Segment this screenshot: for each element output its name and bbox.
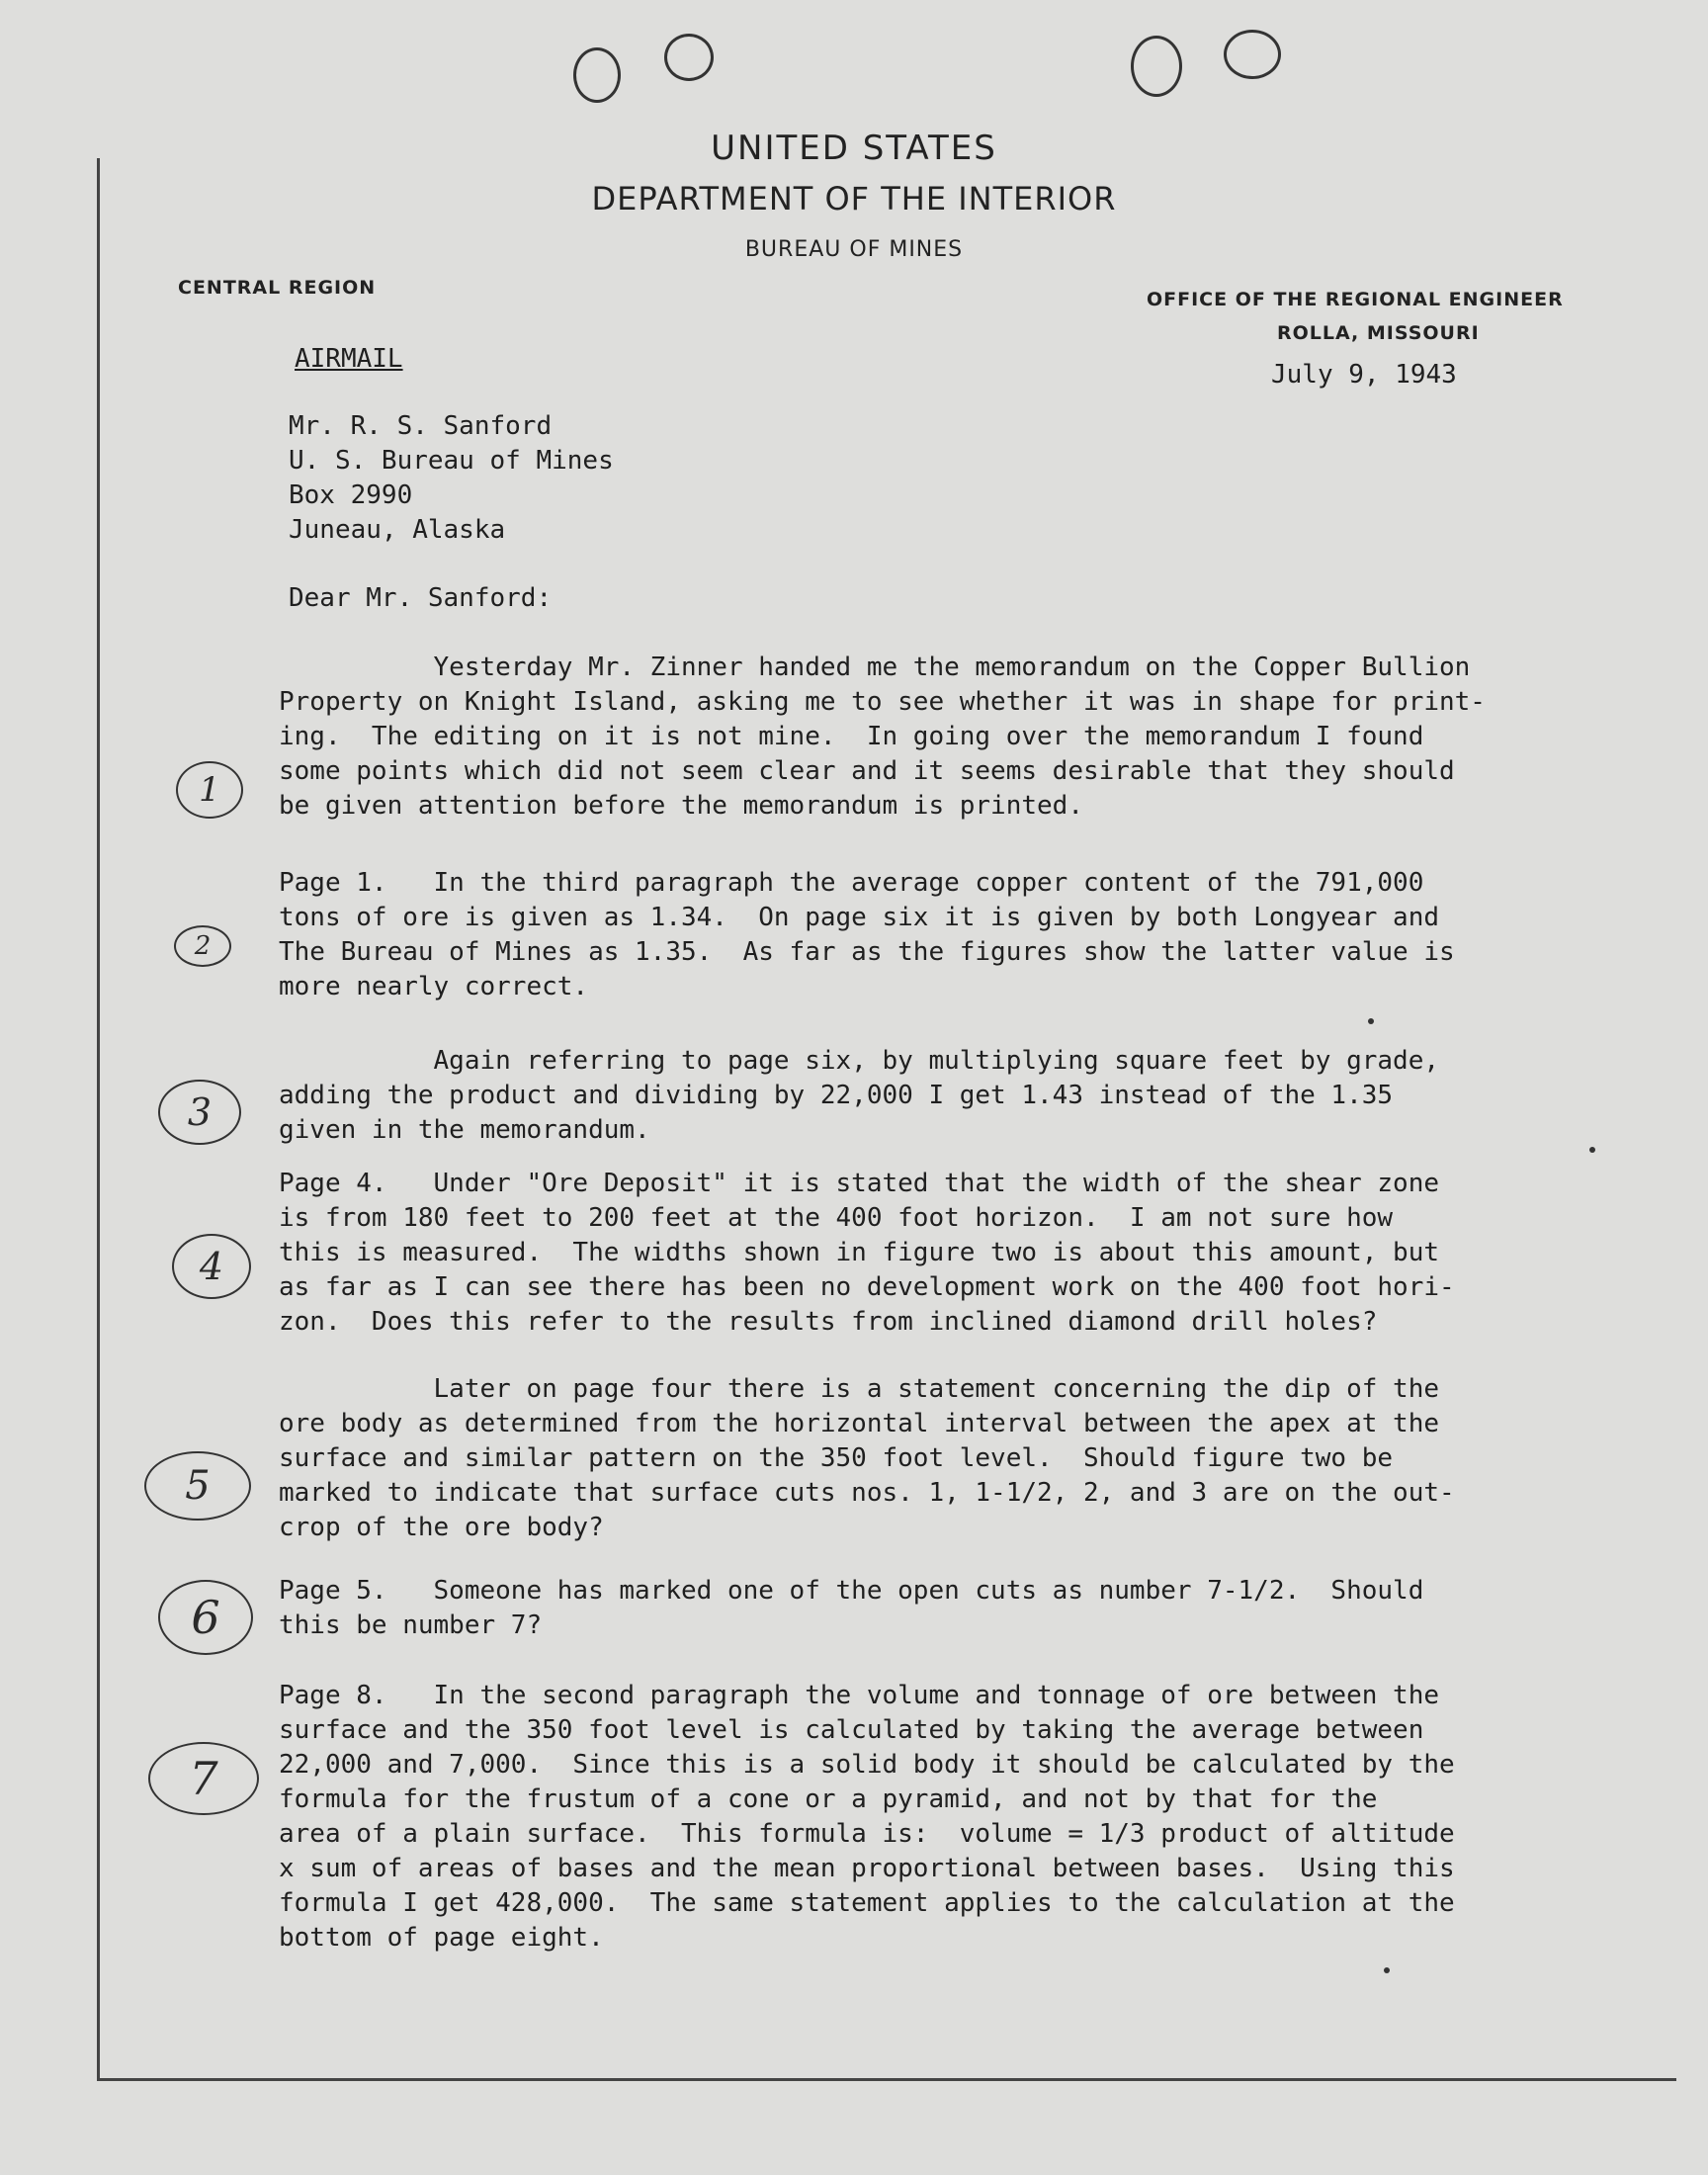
header-line-3: BUREAU OF MINES [744,237,964,262]
margin-number: 7 [148,1742,259,1815]
stray-mark [1368,1018,1374,1024]
letter-date: July 9, 1943 [1271,360,1457,390]
paragraph-5: Later on page four there is a statement concerning the dip of the ore body as determined from the horizontal interval between the apex at the surface and similar pattern on the 350 foot level. Should figure two be marked to indicate that surface cuts nos. 1, 1-1/2, 2, and 3 are on the out- crop of the ore body? [279,1374,1455,1542]
city-label: ROLLA, MISSOURI [1277,322,1480,344]
margin-number: 4 [172,1234,251,1299]
region-label: CENTRAL REGION [178,277,377,299]
airmail-label: AIRMAIL [295,344,403,374]
paragraph-3: Again referring to page six, by multiplying square feet by grade, adding the product and dividing by 22,000 I get 1.43 instead of the 1.35 given in the memorandum. [279,1046,1439,1145]
margin-number: 6 [158,1580,253,1655]
paragraph-1: Yesterday Mr. Zinner handed me the memorandum on the Copper Bullion Property on Knight Island, asking me to see whether it was in shape for print- ing. The editing on it is not mine. In going over the memorandum I found some points which did not seem clear and it seems desirable that they should be given attention before the memorandum is printed. [279,652,1486,821]
paragraph-6: Page 5. Someone has marked one of the open cuts as number 7-1/2. Should this be number 7? [279,1576,1424,1640]
recipient-address: Mr. R. S. Sanford U. S. Bureau of Mines Box 2990 Juneau, Alaska [289,411,614,545]
office-label: OFFICE OF THE REGIONAL ENGINEER [1147,289,1564,310]
salutation: Dear Mr. Sanford: [289,583,553,613]
stray-mark [1384,1967,1390,1973]
paragraph-2: Page 1. In the third paragraph the average copper content of the 791,000 tons of ore is given as 1.34. On page six it is given by both Longyear and The Bureau of Mines as 1.35. As far as the figures show the latter value is more nearly correct. [279,868,1455,1001]
header-line-1: UNITED STATES [711,129,997,168]
stray-mark [1589,1147,1595,1153]
header-line-2: DEPARTMENT OF THE INTERIOR [591,180,1117,218]
margin-number: 3 [158,1080,241,1145]
handwritten-circle-mark [1131,36,1182,97]
paragraph-7: Page 8. In the second paragraph the volume and tonnage of ore between the surface and the 350 foot level is calculated by taking the average between 22,000 and 7,000. Since this is a solid body it should be calculated by the formula for the frustum of a cone or a pyramid, and not by that for the area of a plain surface. This formula is: volume = 1/3 product of altitude x sum of areas of bases and the mean proportional between bases. Using this formula I get 428,000. The same statement applies to the calculation at the bottom of page eight. [279,1681,1455,1953]
paragraph-4: Page 4. Under "Ore Deposit" it is stated that the width of the shear zone is from 180 feet to 200 feet at the 400 foot horizon. I am not sure how this is measured. The widths shown in figure two is about this amount, but as far as I can see there has been no development work on the 400 foot hori- zon. Does this refer to the results from inclined diamond drill holes? [279,1169,1455,1337]
margin-number: 1 [176,761,243,819]
handwritten-circle-mark [573,47,621,103]
handwritten-circle-mark [664,34,714,81]
handwritten-circle-mark [1224,30,1281,79]
margin-number: 2 [174,925,231,967]
margin-number: 5 [144,1451,251,1521]
